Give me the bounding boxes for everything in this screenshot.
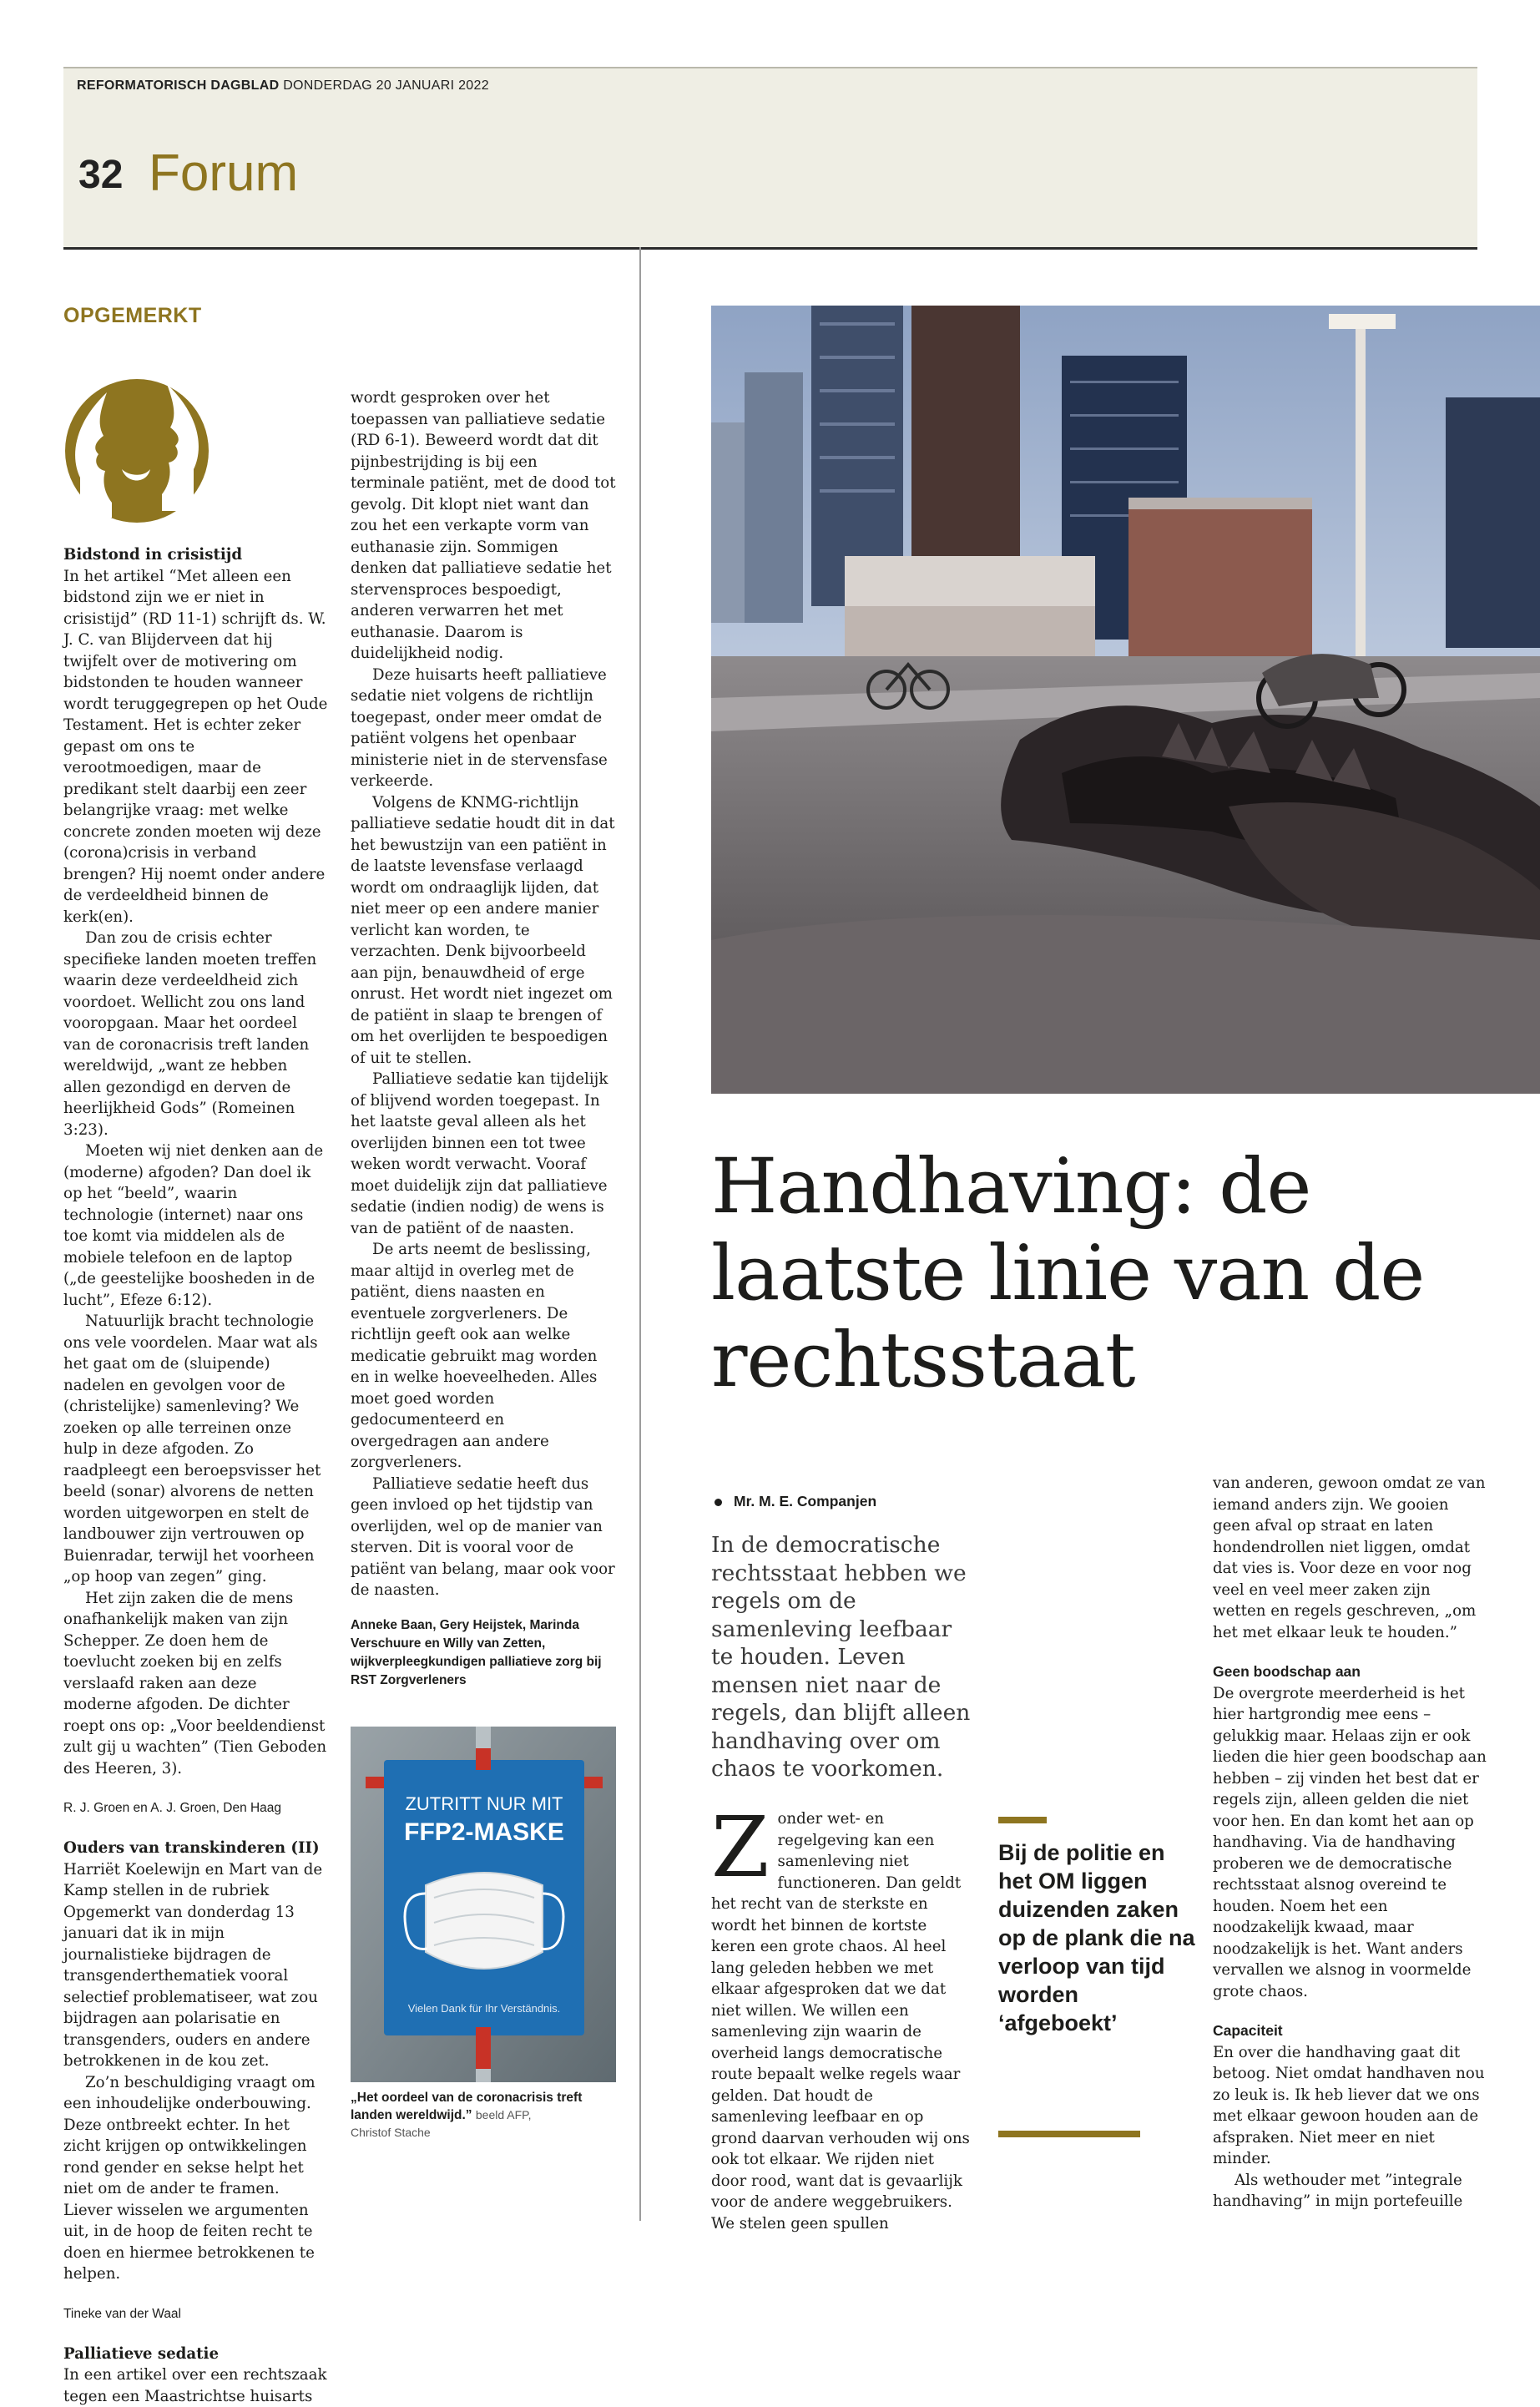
article-byline <box>714 1493 876 1510</box>
caption-credit: beeld AFP, <box>475 2108 532 2121</box>
headline-line: Handhaving: de <box>711 1143 1311 1231</box>
article-body-column <box>711 1798 970 2234</box>
letter-signature: Tineke van der Waal <box>63 2306 181 2321</box>
letter-paragraph: Zo’n beschuldiging vraagt om een inhoudelijke onderbouwing. Deze ontbreekt echter. In het zicht krijgen op ontwikkelingen rond gender en sekse helpt het niet om de ander te framen. Liever wisselen we argumenten uit, in de hoop de feiten recht te doen en hiermee betrokkenen te helpen. <box>63 2073 316 2283</box>
letter-paragraph: In het artikel “Met alleen een bidstond zijn we er niet in crisistijd” (RD 11-1) schrijft ds. W. J. C. van Blijderveen dat hij twijfelt over de motivering om bidstonden te houden wanneer wordt teruggegrepen op het Oude Testament. Het is echter zeker gepast om ons te verootmoedigen, maar de predikant stelt daarbij een zeer belangrijke vraag: met welke concrete zonden moeten wij deze (corona)crisis in verband brengen? Hij noemt onder andere de verdeeldheid binnen de kerk(en). <box>63 567 328 926</box>
letter-paragraph: Palliatieve sedatie kan tijdelijk of blijvend worden toegepast. In het laatste geval alleen als het overlijden binnen een tot twee weken wordt verwacht. Vooraf moet duidelijk zijn dat palliatieve sedatie (indien nodig) de wens is van de patiënt of de naasten. <box>351 1070 608 1237</box>
letter-paragraph: Het zijn zaken die de mens onafhankelijk maken van zijn Schepper. Ze doen hem de toevlucht zoeken bij en zelfs verslaafd raken aan deze moderne afgoden. De dichter roept ons op: „Voor beeldendienst zult gij u wachten” (Tien Geboden des Heeren, 3). <box>63 1589 327 1777</box>
dateline <box>77 78 489 94</box>
sign-text-line3: Vielen Dank für Ihr Verständnis. <box>407 2002 561 2015</box>
letter-signature: R. J. Groen en A. J. Groen, Den Haag <box>63 1801 282 1815</box>
sign-text-line1: ZUTRITT NUR MIT <box>405 1793 563 1814</box>
letter-heading: Palliatieve sedatie <box>63 2344 220 2363</box>
issue-date: DONDERDAG 20 JANUARI 2022 <box>283 78 489 93</box>
column-divider <box>639 247 641 2221</box>
letter-heading: Bidstond in crisistijd <box>63 546 243 564</box>
article-subheading: Capaciteit <box>1213 2022 1283 2039</box>
article-paragraph: van anderen, gewoon omdat ze van iemand anders zijn. We gooien geen afval op straat en laten hondendrollen niet liggen, omdat dat vies is. Voor deze en voor nog veel en veel meer zaken zijn wetten en regels geschreven, „om het met elkaar leuk te houden.” <box>1213 1474 1486 1641</box>
letter-signature: Anneke Baan, Gery Heijstek, Marinda Verschuure en Willy van Zetten, wijkverpleegkundigen palliatieve zorg bij RST Zorgverleners <box>351 1617 602 1687</box>
letter-paragraph: Palliatieve sedatie heeft dus geen invloed op het tijdstip van overlijden, wel op de manier van sterven. Dit is vooral voor de patiënt van belang, maar ook voor de naasten. <box>351 1474 615 1599</box>
letter-paragraph: Moeten wij niet denken aan de (moderne) afgoden? Dan doel ik op het “beeld”, waarin technologie (internet) naar ons toe komt via middelen als de mobiele telefoon en de laptop („de geestelijke boosheden in de lucht”, Efeze 6:12). <box>63 1142 324 1309</box>
headline-line: rechtsstaat <box>711 1317 1135 1404</box>
opgemerkt-kicker: OPGEMERKT <box>63 304 202 327</box>
pull-quote: Bij de politie en het OM liggen duizenden zaken op de plank die na verloop van tijd worden ‘afgeboekt’ <box>998 1840 1195 2035</box>
letter-paragraph: In een artikel over een rechtszaak tegen een Maastrichtse huisarts <box>63 2366 327 2405</box>
article-headline <box>711 1144 1529 1404</box>
letter-paragraph: De arts neemt de beslissing, maar altijd in overleg met de patiënt, diens naasten en eventuele zorgverleners. De richtlijn geeft ook aan welke medicatie gebruikt mag worden en in welke hoeveelheden. Alles moet goed worden gedocumenteerd en overgedragen aan andere zorgverleners. <box>351 1241 598 1471</box>
article-paragraph: En over die handhaving gaat dit betoog. Niet omdat handhaven nou zo leuk is. Ik heb liever dat we ons met elkaar gewoon houden aan de afspraken. Niet meer en niet minder. <box>1213 2043 1485 2167</box>
paper-name: REFORMATORISCH DAGBLAD <box>77 78 280 93</box>
letter-heading: Ouders van transkinderen (II) <box>63 1839 320 1857</box>
bullet-icon <box>714 1499 722 1506</box>
pull-quote-rule-bottom <box>998 2131 1140 2137</box>
drop-cap: Z <box>711 1798 770 1896</box>
page-number: 32 <box>78 153 124 197</box>
letter-paragraph: Volgens de KNMG-richtlijn palliatieve sedatie houdt dit in dat het bewustzijn van een patiënt in de laatste levensfase verlaagd wordt om ondraaglijk lijden, dat niet meer op een andere manier verlicht kan worden, te verzachten. Denk bijvoorbeeld aan pijn, benauwdheid of erge onrust. Het wordt niet ingezet om de patiënt in slaap te brengen of om het overlijden te bespoedigen of uit te stellen. <box>351 793 615 1067</box>
article-intro: In de democratische rechtsstaat hebben we regels om de samenleving leefbaar te houden. Leven mensen niet naar de regels, dan blijft alleen handhaving over om chaos te voorkomen. <box>711 1532 971 1782</box>
caption-text: „Het oordeel van de coronacrisis treft landen wereldwijd.” <box>351 2091 583 2122</box>
mask-sign-photo <box>351 1727 616 2082</box>
article-subheading: Geen boodschap aan <box>1213 1663 1361 1680</box>
letters-column-1 <box>63 544 329 2407</box>
letter-paragraph: Harriët Koelewijn en Mart van de Kamp stellen in de rubriek Opgemerkt van donderdag 13 januari dat ik in mijn journalistieke bijdragen de transgenderthematiek vooral selectief problematiseer, wat zou bijdragen aan polarisatie en transgenders, ouders en andere betrokkenen in de kou zet. <box>63 1860 323 2070</box>
opgemerkt-logo-icon <box>63 377 210 524</box>
pull-quote-rule-top <box>998 1817 1047 1823</box>
article-paragraph: De overgrote meerderheid is het hier hartgrondig mee eens – gelukkig maar. Helaas zijn er ook lieden die hier geen boodschap aan hebben – zij vinden het best dat er regels zijn, alleen gelden die niet voor hen. En dan komt het aan op handhaving. Via de handhaving proberen we de democratische rechtsstaat alsnog overeind te houden. Noem het een noodzakelijk kwaad, maar noodzakelijk is het. Want anders vervallen we alsnog in voormelde grote chaos. <box>1213 1684 1487 2000</box>
article-right-column <box>1213 1473 1487 2212</box>
letters-column-2 <box>351 387 616 1690</box>
masthead <box>63 67 1477 250</box>
article-paragraph: onder wet- en regelgeving kan een samenleving niet functioneren. Dan geldt het recht van de sterkste en wordt het binnen de kortste keren een grote chaos. Al heel lang geleden hebben we met elkaar afgesproken dat we dat niet willen. We willen een samenleving zijn waarin de overheid langs democratische route bepaalt welke regels waar gelden. Dat houdt de samenleving leefbaar en op grond daarvan verhouden wij ons ook tot elkaar. We rijden niet door rood, want dat is gevaarlijk voor de andere weggebruikers. We stelen geen spullen <box>711 1810 970 2233</box>
author-name: Mr. M. E. Companjen <box>734 1493 877 1509</box>
letter-paragraph: wordt gesproken over het toepassen van palliatieve sedatie (RD 6-1). Beweerd wordt dat dit pijnbestrijding is bij een terminale patiënt, met de dood tot gevolg. Dit klopt niet want dan zou het een verkapte vorm van euthanasie zijn. Sommigen denken dat palliatieve sedatie het stervensproces bespoedigt, anderen verwarren het met euthanasie. Daarom is duidelijkheid nodig. <box>351 389 616 662</box>
photo-caption <box>351 2089 626 2142</box>
sign-text-line2: FFP2-MASKE <box>404 1818 564 1846</box>
article-paragraph: Als wethouder met ”integrale handhaving” in mijn portefeuille <box>1213 2171 1463 2210</box>
letter-paragraph: Natuurlijk bracht technologie ons vele voordelen. Maar wat als het gaat om de (sluipende) nadelen en gevolgen voor de (christelijke) samenleving? We zoeken op alle terreinen onze hulp in deze afgoden. Zo raadpleegt een beroepsvisser het beeld (sonar) alvorens de netten worden uitgeworpen en stelt de landbouwer zijn vertrouwen op Buienradar, terwijl het voorheen „op hoop van zegen” ging. <box>63 1312 321 1585</box>
caption-credit-name: Christof Stache <box>351 2126 431 2139</box>
letter-paragraph: Deze huisarts heeft palliatieve sedatie niet volgens de richtlijn toegepast, onder meer omdat de patiënt volgens het openbaar ministerie niet in de stervensfase verkeerde. <box>351 665 608 790</box>
mask-sign-illustration <box>351 1727 616 2082</box>
headline-line: laatste linie van de <box>711 1230 1425 1317</box>
main-photo <box>711 306 1540 1094</box>
burnt-street-illustration <box>711 306 1540 1094</box>
letter-paragraph: Dan zou de crisis echter specifieke landen moeten treffen waarin deze verdeeldheid zich voordoet. Wellicht zou ons land vooropgaan. Maar het oordeel van de coronacrisis treft landen wereldwijd, „want ze hebben allen gezondigd en derven de heerlijkheid Gods” (Romeinen 3:23). <box>63 929 317 1139</box>
section-title: Forum <box>149 144 299 202</box>
